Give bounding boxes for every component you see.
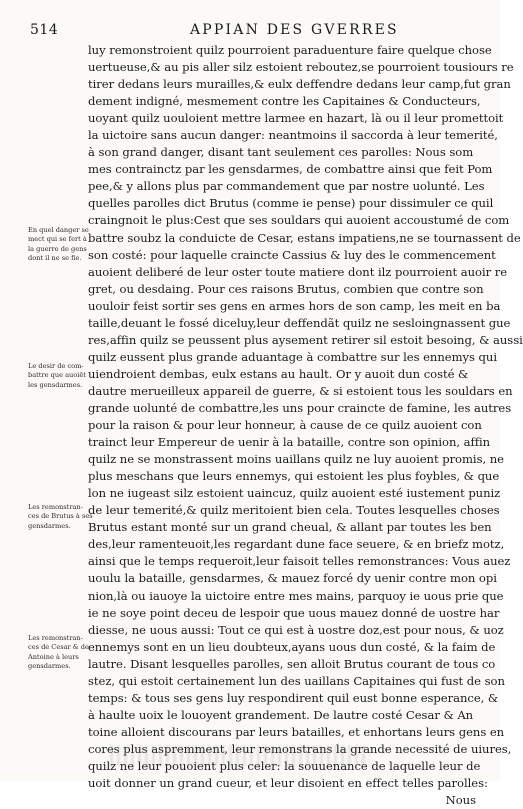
text-line: des,leur ramenteuoit,les regardant dune face seuere, & en briefz motz, [88, 537, 505, 552]
text-line: lautre. Disant lesquelles parolles, sen alloit Brutus courant de tous co [88, 656, 496, 671]
text-line: à haulte uoix le louoyent grandement. De lautre costé Cesar & An [88, 707, 474, 722]
running-title: APPIAN DES GVERRES [190, 22, 399, 38]
page-number: 514 [30, 22, 59, 38]
text-line: lon ne iugeast silz estoient uaincuz, quilz auoient esté iustement puniz [88, 486, 501, 501]
text-line: la uictoire sans aucun danger: neantmoins il saccorda à leur temerité, [88, 128, 498, 143]
text-line: dautre merueilleux appareil de guerre, & si estoient tous les souldars en [88, 383, 513, 398]
text-line: toine alloient discourans par leurs batailles, et enhortans leurs gens en [88, 724, 505, 739]
text-line: tirer dedans leurs murailles,& eulx deffendre dedans leur camp,fut gran [88, 77, 511, 92]
margin-note [28, 634, 89, 672]
margin-note-line: ces de Brutus à ses [28, 512, 93, 521]
text-line: grande uolunté de combattre,les uns pour craincte de famine, les autres [88, 400, 512, 415]
text-line: res,affin quilz se peussent plus aysement retirer sil estoit besoing, & aussi [88, 332, 523, 347]
text-line: dement indigné, mesmement contre les Capitaines & Conducteurs, [88, 94, 481, 109]
margin-note [28, 226, 89, 264]
margin-note-line: gensdarmes. [28, 662, 71, 671]
margin-note-line: battre que auoiēt [28, 371, 86, 380]
text-line: temps: & tous ses gens luy respondirent quil eust bonne esperance, & [88, 690, 499, 705]
margin-note-line: dont il ne se fie. [28, 254, 82, 263]
margin-note-line: les gensdarmes. [28, 380, 83, 389]
margin-note-line: ces de Cesar & de [28, 643, 89, 652]
text-line: quilz eussent plus grande aduantage à combattre sur les ennemys qui [88, 349, 497, 364]
margin-note-line: Les remonstran- [28, 634, 83, 642]
text-line: craingnoit le plus:Cest que ses souldars qui auoient accoustumé de com [88, 213, 510, 228]
text-line: uoit donner un grand cueur, et leur disoient en effect telles parolles: [88, 776, 488, 791]
main-text-block [88, 42, 523, 809]
text-line: quilz ne se monstrassent moins uaillans quilz ne luy auoient promis, ne [88, 452, 504, 467]
catchword: Nous [445, 793, 476, 808]
margin-note-line: Le desir de com- [28, 362, 84, 370]
text-line: uoulu la bataille, gensdarmes, & mauez forcé dy uenir contre mon opi [88, 571, 497, 586]
text-line: diesse, ne uous aussi: Tout ce qui est à uostre doz,est pour nous, & uoz [88, 622, 504, 637]
text-line: quilz ne leur pouoient plus celer: la souuenance de laquelle leur de [88, 758, 481, 773]
text-line: de leur temerité,& quilz meritoient bien cela. Toutes lesquelles choses [88, 503, 500, 518]
text-line: pour la raison & pour leur honneur, à cause de ce quilz auoient con [88, 418, 482, 433]
text-line: Brutus estant monté sur un grand cheual, & allant par toutes les ben [88, 520, 492, 535]
text-line: son costé: pour laquelle craincte Cassius & luy des le commencement [88, 247, 496, 262]
margin-note-line: mect qui se fert à [28, 235, 87, 244]
text-line: stez, qui estoit certainement lun des uaillans Capitaines qui fust de son [88, 673, 505, 688]
margin-note-line: Antoine à leurs [28, 652, 79, 661]
text-line: pee,& y allons plus par commandement que par nostre uolunté. Les [88, 179, 485, 194]
margin-note-line: Les remonstran- [28, 503, 83, 511]
text-line: quelles parolles dict Brutus (comme ie pense) pour dissimuler ce quil [88, 196, 494, 211]
text-line: ie ne soye point deceu de lespoir que uous mauez donné de uostre har [88, 605, 500, 620]
text-line: luy remonstroient quilz pourroient paraduenture faire quelque chose [88, 43, 492, 57]
margin-note-line: la guerre de gens [28, 244, 87, 253]
text-line: ennemys sont en un lieu doubteux,ayans uous dun costé, & la faim de [88, 639, 496, 654]
text-line: uoyant quilz uouloient mettre larmee en hazart, là ou il leur promettoit [88, 111, 504, 126]
text-line: uertueuse,& au pis aller silz estoient reboutez,se pourroient tousiours re [88, 60, 514, 75]
text-line: uiendroient dembas, eulx estans au hault. Or y auoit dun costé & [88, 366, 469, 381]
text-line: plus meschans que leurs ennemys, qui estoient les plus foybles, & que [88, 469, 500, 484]
text-line: ainsi que le temps requeroit,leur faisoit telles remonstrances: Vous auez [88, 554, 511, 569]
margin-note [28, 503, 93, 531]
text-line: nion,là ou iauoye la uictoire entre mes mains, parquoy ie uous prie que [88, 588, 504, 603]
text-line: auoient deliberé de leur oster toute matiere dont ilz pourroient auoir re [88, 264, 508, 279]
show-through-bleed [110, 745, 370, 767]
text-line: trainct leur Empereur de uenir à la bataille, contre son opinion, affin [88, 435, 491, 450]
page-header [30, 22, 474, 42]
text-line: uouloir feist sortir ses gens en armes hors de son camp, les meit en ba [88, 298, 501, 313]
margin-note [28, 362, 84, 390]
text-line: mes contrainctz par les gensdarmes, de combattre ainsi que feit Pom [88, 162, 493, 177]
text-line: cores plus aspremment, leur remonstrans la grande necessité de uiures, [88, 741, 512, 756]
text-line: gret, ou desdaing. Pour ces raisons Brutus, combien que contre son [88, 281, 484, 296]
text-line: taille,deuant le fossé diceluy,leur deffendãt quilz ne sesloingnassent gue [88, 315, 511, 330]
text-line: à son grand danger, disant tant seulement ces parolles: Nous som [88, 145, 474, 160]
margin-note-line: gensdarmes. [28, 521, 71, 530]
text-line: battre soubz la conduicte de Cesar, estans impatiens,ne se tournassent de [88, 230, 521, 245]
margin-note-line: En quel danger se [28, 226, 89, 234]
